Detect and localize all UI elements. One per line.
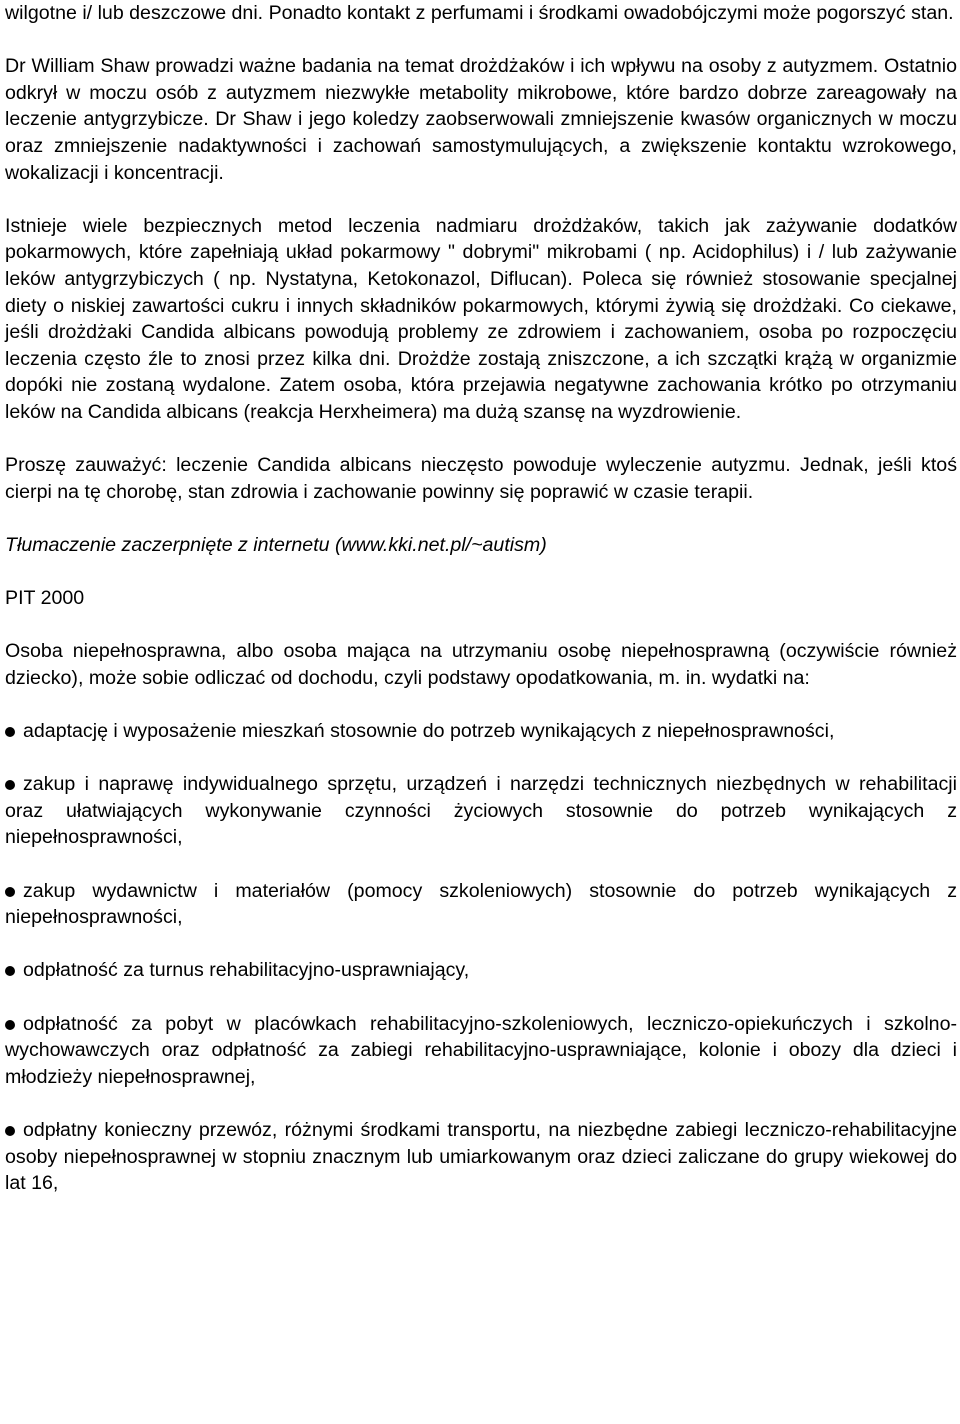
bullet-icon xyxy=(5,1126,15,1136)
list-item xyxy=(5,771,957,851)
list-item-text: adaptację i wyposażenie mieszkań stosownie do potrzeb wynikających z niepełnosprawności, xyxy=(23,720,835,743)
list-item-text: odpłatność za turnus rehabilitacyjno-usprawniający, xyxy=(23,959,470,982)
paragraph-intro-continuation: wilgotne i/ lub deszczowe dni. Ponadto kontakt z perfumami i środkami owadobójczymi może pogorszyć stan. xyxy=(5,2,954,24)
paragraph-treatment-methods: Istnieje wiele bezpiecznych metod leczenia nadmiaru drożdżaków, takich jak zażywanie dodatków pokarmowych, które zapełniają układ pokarmowy " dobrymi" mikrobami ( np. Acidophilus) i / lub zażywanie leków antygrzybiczych ( np. Nystatyna, Ketokonazol, Diflucan). Poleca się również stosowanie specjalnej diety o niskiej zawartości cukru i innych składników pokarmowych, którymi żywią się drożdżaki. Co ciekawe, jeśli drożdżaki Candida albicans powodują problemy ze zdrowiem i zachowaniem, osoba po rozpoczęciu leczenia często źle to znosi przez kilka dni. Drożdże zostają zniszczone, a ich szczątki krążą w organizmie dopóki nie zostaną wydalone. Zatem osoba, która przejawia negatywne zachowania krótko po otrzymaniu leków na Candida albicans (reakcja Herxheimera) ma dużą szansę na wyzdrowienie. xyxy=(5,214,957,423)
list-item xyxy=(5,957,957,984)
bullet-icon xyxy=(5,966,15,976)
paragraph-pit-intro: Osoba niepełnosprawna, albo osoba mająca na utrzymaniu osobę niepełnosprawną (oczywiście również dziecko), może sobie odliczać od dochodu, czyli podstawy opodatkowania, m. in. wydatki na: xyxy=(5,640,957,689)
deduction-list xyxy=(5,718,957,1197)
list-item xyxy=(5,878,957,931)
paragraph-note: Proszę zauważyć: leczenie Candida albicans nieczęsto powoduje wyleczenie autyzmu. Jednak, jeśli ktoś cierpi na tę chorobę, stan zdrowia i zachowanie powinny się poprawić w czasie terapii. xyxy=(5,454,957,503)
bullet-icon xyxy=(5,727,15,737)
source-citation: Tłumaczenie zaczerpnięte z internetu (www.kki.net.pl/~autism) xyxy=(5,533,547,556)
bullet-icon xyxy=(5,1020,15,1030)
section-heading-pit: PIT 2000 xyxy=(5,587,85,610)
list-item-text: zakup i naprawę indywidualnego sprzętu, urządzeń i narzędzi technicznych niezbędnych w rehabilitacji oraz ułatwiających wykonywanie czynności życiowych stosownie do potrzeb wynikających z niepełnosprawności, xyxy=(5,773,957,849)
document-page xyxy=(5,0,957,1197)
list-item-text: zakup wydawnictw i materiałów (pomocy szkoleniowych) stosownie do potrzeb wynikających z niepełnosprawności, xyxy=(5,879,957,929)
list-item xyxy=(5,718,957,745)
bullet-icon xyxy=(5,887,15,897)
list-item-text: odpłatny konieczny przewóz, różnymi środkami transportu, na niezbędne zabiegi leczniczo-rehabilitacyjne osoby niepełnosprawnej w stopniu znacznym lub umiarkowanym oraz dzieci zaliczane do grupy wiekowej do lat 16, xyxy=(5,1118,957,1195)
bullet-icon xyxy=(5,780,15,790)
list-item xyxy=(5,1011,957,1091)
list-item xyxy=(5,1117,957,1197)
list-item-text: odpłatność za pobyt w placówkach rehabilitacyjno-szkoleniowych, leczniczo-opiekuńczych i szkolno-wychowawczych oraz odpłatność za zabiegi rehabilitacyjno-usprawniające, kolonie i obozy dla dzieci i młodzieży niepełnosprawnej, xyxy=(5,1012,957,1088)
paragraph-dr-shaw: Dr William Shaw prowadzi ważne badania na temat drożdżaków i ich wpływu na osoby z autyzmem. Ostatnio odkrył w moczu osób z autyzmem niezwykłe metabolity mikrobowe, które bardzo dobrze zareagowały na leczenie antygrzybicze. Dr Shaw i jego koledzy zaobserwowali zmniejszenie kwasów organicznych w moczu oraz zmniejszenie nadaktywności i zachowań samostymulujących, a zwiększenie kontaktu wzrokowego, wokalizacji i koncentracji. xyxy=(5,55,957,184)
